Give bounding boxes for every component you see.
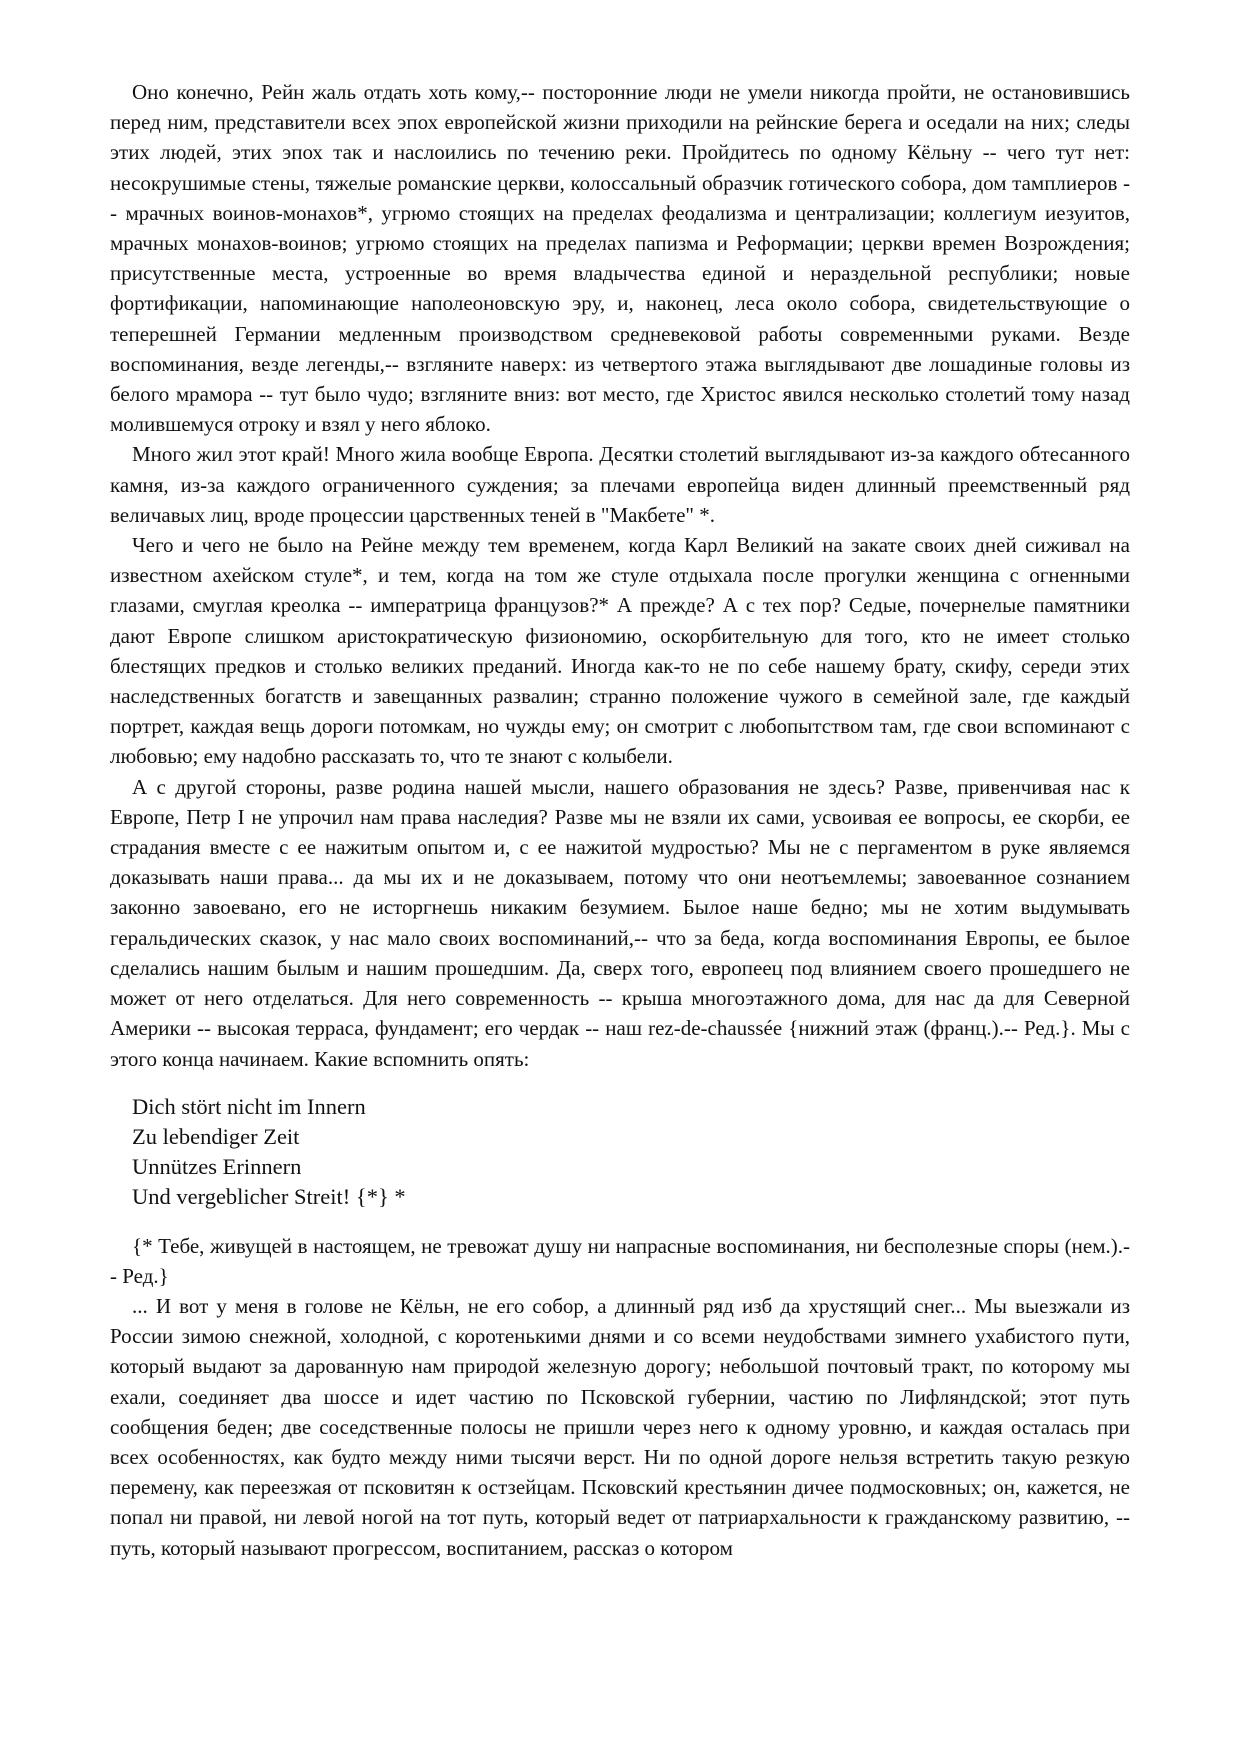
- poem-translation-footnote: {* Тебе, живущей в настоящем, не тревожат душу ни напрасные воспоминания, ни бесполезные споры (нем.).-- Ред.}: [110, 1233, 1130, 1288]
- paragraph-homeland-of-thought: А с другой стороны, разве родина нашей мысли, нашего образования не здесь? Разве, привенчивая нас к Европе, Петр I не упрочил нам права наследия? Разве мы не взяли их сами, усвоивая ее вопросы, ее скорби, ее страдания вместе с ее нажитым опытом и, с ее нажитой мудростью? Мы не с пергаментом в руке являемся доказывать наши права... да мы их и не доказываем, потому что они неотъемлемы; завоеванное сознанием законно завоевано, его не исторгнешь никаким безумием. Былое наше бедно; мы не хотим выдумывать геральдических сказок, у нас мало своих воспоминаний,-- что за беда, когда воспоминания Европы, ее былое сделались нашим былым и нашим прошедшим. Да, сверх того, европеец под влиянием своего прошедшего не может от него отделаться. Для него современность -- крыша многоэтажного дома, для нас да для Северной Америки -- высокая терраса, фундамент; его чердак -- наш rez-de-chaussée {нижний этаж (франц.).-- Ред.}. Мы с этого конца начинаем. Какие вспомнить опять:: [110, 774, 1130, 1071]
- paragraph-russian-road: ... И вот у меня в голове не Кёльн, не его собор, а длинный ряд изб да хрустящий снег... Мы выезжали из России зимою снежной, холодной, с коротенькими днями и со всеми неудобствами зимнего ухабистого пути, который выдают за дарованную нам природой железную дорогу; небольшой почтовый тракт, по которому мы ехали, соединяет два шоссе и идет частию по Псковской губернии, частию по Лифляндской; этот путь сообщения беден; две соседственные полосы не пришли через него к одному уровню, и каждая осталась при всех особенностях, как будто между ними тысячи верст. Ни по одной дороге нельзя встретить такую резкую перемену, как переезжая от псковитян к остзейцам. Псковский крестьянин дичее подмосковных; он, кажется, не попал ни правой, ни левой ногой на тот путь, который ведет от патриархальности к гражданскому развитию, -- путь, который называют прогрессом, воспитанием, рассказ о котором: [110, 1293, 1130, 1560]
- paragraph-rhine-cologne: Оно конечно, Рейн жаль отдать хоть кому,-- посторонние люди не умели никогда пройти, не остановившись перед ним, представители всех эпох европейской жизни приходили на рейнские берега и оседали на них; следы этих людей, этих эпох так и наслоились по течению реки. Пройдитесь по одному Кёльну -- чего тут нет: несокрушимые стены, тяжелые романские церкви, колоссальный образчик готического собора, дом тамплиеров -- мрачных воинов-монахов*, угрюмо стоящих на пределах феодализма и централизации; коллегиум иезуитов, мрачных монахов-воинов; угрюмо стоящих на пределах папизма и Реформации; церкви времен Возрождения; присутственные места, устроенные во время владычества единой и нераздельной республики; новые фортификации, напоминающие наполеоновскую эру, и, наконец, леса около собора, свидетельствующие о теперешней Германии медленным производством средневековой работы современными руками. Везде воспоминания, везде легенды,-- взгляните наверх: из четвертого этажа выглядывают две лошадиные головы из белого мрамора -- тут было чудо; взгляните вниз: вот место, где Христос явился несколько столетий тому назад молившемуся отроку и взял у него яблоко.: [110, 80, 1130, 437]
- poem-line: Dich stört nicht im Innern: [132, 1093, 366, 1119]
- poem-line: Und vergeblicher Streit! {*} *: [132, 1184, 406, 1210]
- poem-line: Unnützes Erinnern: [132, 1154, 302, 1180]
- poem-line: Zu lebendiger Zeit: [132, 1123, 300, 1149]
- poem-quote: [132, 1092, 1130, 1213]
- paragraph-charlemagne: Чего и чего не было на Рейне между тем временем, когда Карл Великий на закате своих дней сиживал на известном ахейском стуле*, и тем, когда на том же стуле отдыхала после прогулки женщина с огненными глазами, смуглая креолка -- императрица французов?* А прежде? А с тех пор? Седые, почернелые памятники дают Европе слишком аристократическую физиономию, оскорбительную для того, кто не имеет столько блестящих предков и столько великих преданий. Иногда как-то не по себе нашему брату, скифу, середи этих наследственных богатств и завещанных развалин; странно положение чужого в семейной зале, где каждый портрет, каждая вещь дороги потомкам, но чужды ему; он смотрит с любопытством там, где свои вспоминают с любовью; ему надобно рассказать то, что те знают с колыбели.: [110, 533, 1130, 769]
- paragraph-europe-lived: Много жил этот край! Много жила вообще Европа. Десятки столетий выглядывают из-за каждого обтесанного камня, из-за каждого ограниченного суждения; за плечами европейца виден длинный преемственный ряд величавых лиц, вроде процессии царственных теней в "Макбете" *.: [110, 442, 1130, 527]
- document-page: [110, 77, 1130, 1563]
